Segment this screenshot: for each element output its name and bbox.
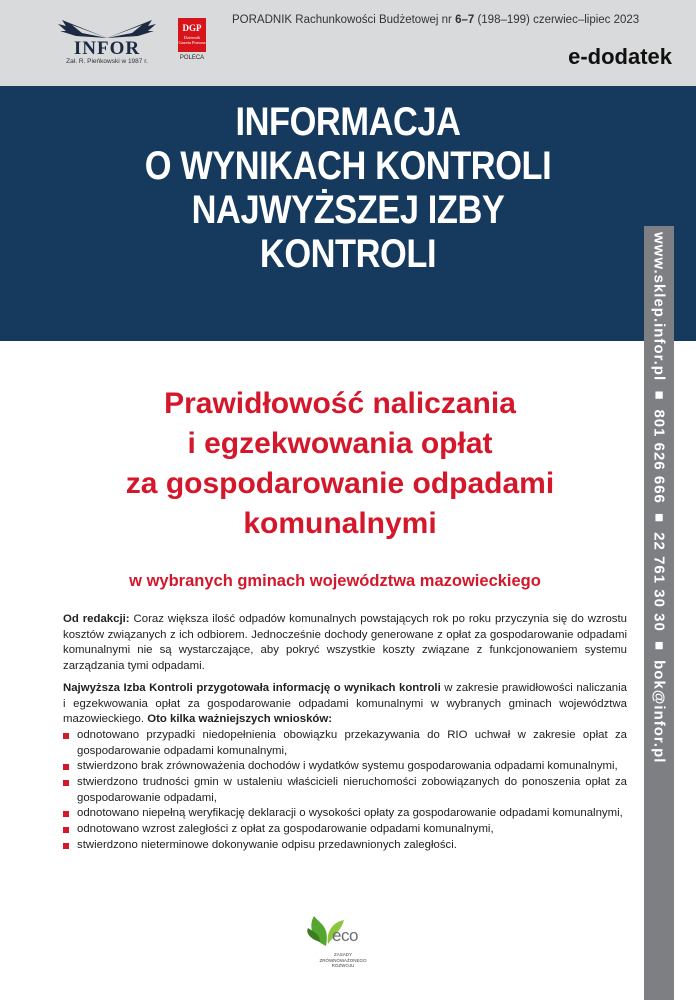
list-item-text: stwierdzono brak zrównoważenia dochodów i wydatków systemu gospodarowania odpadami komunalnymi, [77,760,618,773]
dgp-poleca-label: POLECA [179,55,205,61]
main-title-line-4: KONTROLI [259,232,437,276]
bullet-square-icon [63,843,69,849]
intro-text: Coraz większa ilość odpadów komunalnych powstających rok po roku przyczynia się do wzrostu kosztów związanych z ich odbiorem. Jednocześnie dochody generowane z opłat za gospodarowanie odpadami komunalnymi nie są wystarczające, aby pokryć wszystkie koszty związane z funkcjonowaniem systemu zarządzania tymi odpadami. [63,613,628,673]
list-item-text: odnotowano przypadki niedopełnienia obowiązku przekazywania do RIO uchwał w zakresie opłat za gospodarowanie odpadami komunalnymi, [77,728,627,757]
dgp-logo [178,18,206,62]
subtitle-line-3: za gospodarowanie odpadami [125,467,555,500]
list-item [63,728,627,759]
list-item-text: stwierdzono trudności gmin w ustaleniu właścicieli nieruchomości zobowiązanych do ponoszenia opłat za gospodarowanie odpadami, [77,776,627,804]
contact-text: www.sklep.infor.pl ■ 801 626 666 ■ 22 761 30 30 ■ bok@infor.pl [650,232,668,764]
list-item-text: odnotowano wzrost zaległości z opłat za gospodarowanie odpadami komunalnymi, [77,823,494,836]
infor-logo [56,16,158,68]
nik-paragraph [63,681,627,728]
subtitle-line-2: i egzekwowania opłat [187,427,493,460]
contact-sidebar [644,226,674,1000]
main-title-line-1: INFORMACJA [235,100,461,144]
eco-logo-subtext: ZASADY ZRÓWNOWAŻONEGO ROZWOJU [319,952,367,968]
intro-paragraph [63,612,627,675]
main-title-line-3: NAJWYŻSZEJ IZBY [191,188,505,232]
list-item [63,775,627,806]
publication-issue: 6–7 [455,14,475,26]
nik-bold: Najwyższa Izba Kontroli przygotowała informację o wynikach kontroli [63,681,441,694]
bullet-square-icon [63,733,69,739]
dgp-logo-subtext: Dziennik Gazeta Prawna [178,35,206,45]
list-item [63,759,627,775]
subtitle-line-1: Prawidłowość naliczania [164,387,516,420]
intro-label: Od redakcji: [63,613,130,625]
subtitle-line-4: komunalnymi [243,507,437,540]
bullet-square-icon [63,811,69,817]
publication-line [232,14,639,26]
dgp-logo-text: DGP [182,23,202,33]
bullet-square-icon [63,827,69,833]
main-title-line-2: O WYNIKACH KONTROLI [144,144,552,188]
top-header-bar [0,0,696,86]
list-item [63,838,627,854]
subtitle [50,384,630,544]
contact-sidebar-text-wrap [644,232,674,772]
edition-label: e-dodatek [568,44,672,69]
publication-suffix: (198–199) czerwiec–lipiec 2023 [474,14,640,26]
bullet-square-icon [63,780,69,786]
subtitle-secondary: w wybranych gminach województwa mazowieckiego [129,572,541,590]
body-text [63,612,627,854]
publication-prefix: PORADNIK Rachunkowości Budżetowej nr [232,14,456,26]
conclusions-list [63,728,627,854]
infor-logo-text: INFOR [73,38,141,59]
list-item-text: odnotowano niepełną weryfikację deklaracji o wysokości opłaty za gospodarowanie odpadami komunalnymi, [77,807,623,820]
infor-wings-icon [56,16,158,40]
list-item [63,822,627,838]
nik-bold-2: Oto kilka ważniejszych wniosków: [147,713,333,726]
dgp-logo-box [178,18,206,52]
eco-logo [306,912,378,976]
bullet-square-icon [63,764,69,770]
main-title [83,100,613,276]
infor-logo-subtitle: Zał. R. Pieńkowski w 1987 r. [66,58,148,65]
list-item-text: stwierdzono nieterminowe dokonywanie odpisu przedawnionych zaległości. [77,838,457,851]
nik-text: w zakresie prawidłowości naliczania i egzekwowania opłat za gospodarowanie odpadami komunalnymi w wybranych gminach województwa mazowieckiego. [63,681,627,726]
eco-logo-text: eco [332,926,358,945]
list-item [63,806,627,822]
